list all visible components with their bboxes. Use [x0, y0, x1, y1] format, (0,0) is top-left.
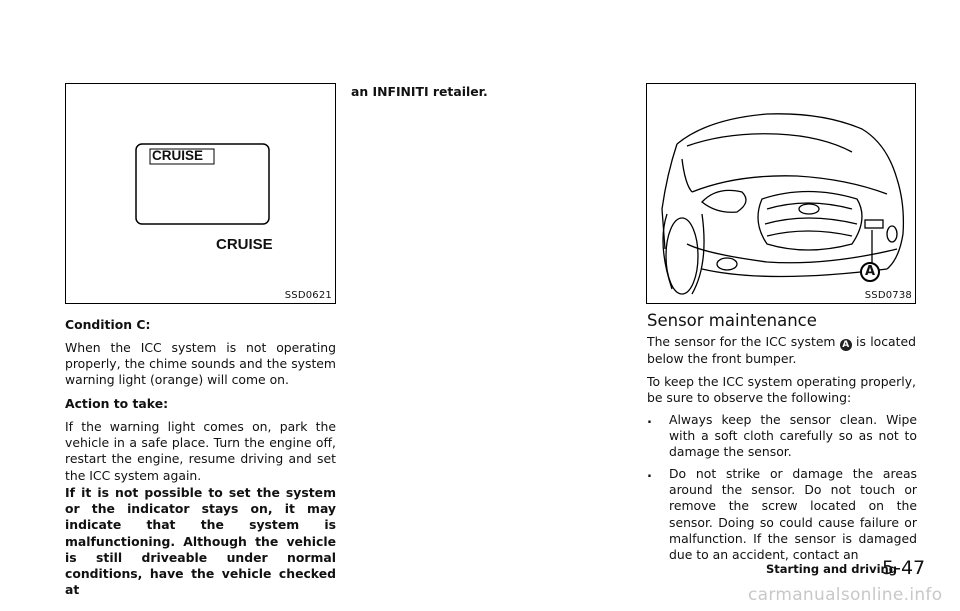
figure-code: SSD0738	[864, 290, 912, 301]
condition-text: When the ICC system is not operating properly, the chime sounds and the system warning light (orange) will come on.	[65, 340, 336, 388]
sensor-callout-letter: A	[864, 264, 876, 279]
cruise-indicator-figure	[65, 83, 336, 304]
condition-heading: Condition C:	[65, 317, 151, 332]
sensor-intro	[647, 334, 916, 367]
warning-paragraph: If it is not possible to set the system or the indicator stays on, it may indicate that the system is malfunctioning. Although the vehicle is still driveable under normal conditions, have the vehicle checked at	[65, 485, 336, 598]
figure-code: SSD0621	[284, 290, 332, 301]
observe-text: To keep the ICC system operating properly, be sure to observe the following:	[647, 374, 916, 406]
continuation-text: an INFINITI retailer.	[351, 84, 488, 99]
action-heading: Action to take:	[65, 396, 169, 411]
cruise-display-illustration	[66, 84, 337, 305]
section-heading: Sensor maintenance	[647, 311, 817, 330]
page-number: 5-47	[882, 557, 926, 579]
bullet-text: Always keep the sensor clean. Wipe with a soft cloth carefully so as not to damage the sensor.	[669, 412, 917, 460]
bullet-item	[647, 466, 917, 563]
sensor-intro-after: is located below the front bumper.	[647, 334, 916, 366]
sensor-marker-a: A	[840, 339, 852, 351]
action-text: If the warning light comes on, park the vehicle in a safe place. Turn the engine off, restart the engine, resume driving and set the ICC system again.	[65, 419, 336, 483]
bullet-item	[647, 412, 917, 461]
bullet-text: Do not strike or damage the areas around the sensor. Do not touch or remove the screw located on the sensor. Doing so could cause failure or malfunction. If the sensor is damaged due to an accident, contact an	[669, 466, 917, 563]
bullet-marker: .	[647, 466, 652, 481]
vehicle-sensor-figure	[646, 83, 916, 304]
cruise-indicator-label: CRUISE	[216, 236, 273, 253]
cruise-box-label: CRUISE	[152, 148, 204, 163]
bullet-marker: .	[647, 412, 652, 427]
sensor-callout-a	[860, 262, 880, 282]
footer-section-title: Starting and driving	[766, 562, 897, 576]
watermark-text: carmanualsonline.info	[748, 585, 943, 605]
sensor-intro-before: The sensor for the ICC system	[647, 334, 836, 349]
